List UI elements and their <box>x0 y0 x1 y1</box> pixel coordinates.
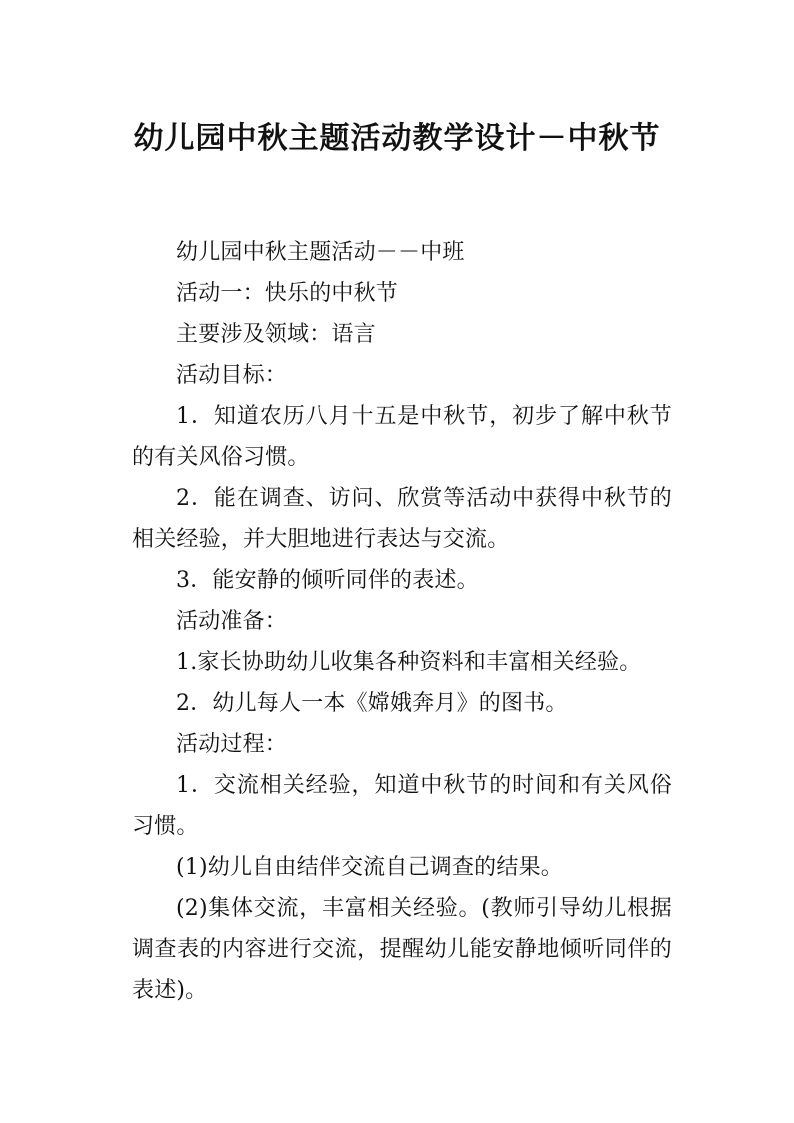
paragraph-class-intro: 幼儿园中秋主题活动－－中班 <box>176 240 465 265</box>
paragraph-process-heading: 活动过程： <box>176 732 288 757</box>
paragraph-goal-1: 1．知道农历八月十五是中秋节，初步了解中秋节的有关风俗习惯。 <box>132 404 672 470</box>
paragraph-domain: 主要涉及领域：语言 <box>176 322 376 347</box>
paragraph-preparation-heading: 活动准备： <box>176 609 288 634</box>
paragraph-goals-heading: 活动目标： <box>176 363 288 388</box>
paragraph-process-1a: (1)幼儿自由结伴交流自己调查的结果。 <box>176 855 563 880</box>
paragraph-preparation-1: 1.家长协助幼儿收集各种资料和丰富相关经验。 <box>176 650 642 675</box>
paragraph-process-1: 1．交流相关经验，知道中秋节的时间和有关风俗习惯。 <box>132 773 672 839</box>
paragraph-activity-one: 活动一：快乐的中秋节 <box>176 281 399 306</box>
paragraph-goal-3: 3．能安静的倾听同伴的表述。 <box>176 568 479 593</box>
paragraph-preparation-2: 2．幼儿每人一本《嫦娥奔月》的图书。 <box>176 691 568 716</box>
paragraph-goal-2: 2．能在调查、访问、欣赏等活动中获得中秋节的相关经验，并大胆地进行表达与交流。 <box>132 486 672 552</box>
paragraph-process-1b: (2)集体交流，丰富相关经验。(教师引导幼儿根据调查表的内容进行交流，提醒幼儿能安静地倾听同伴的表述)。 <box>132 896 672 1003</box>
document-body <box>132 232 672 1011</box>
document-title: 幼儿园中秋主题活动教学设计－中秋节 <box>133 121 661 157</box>
